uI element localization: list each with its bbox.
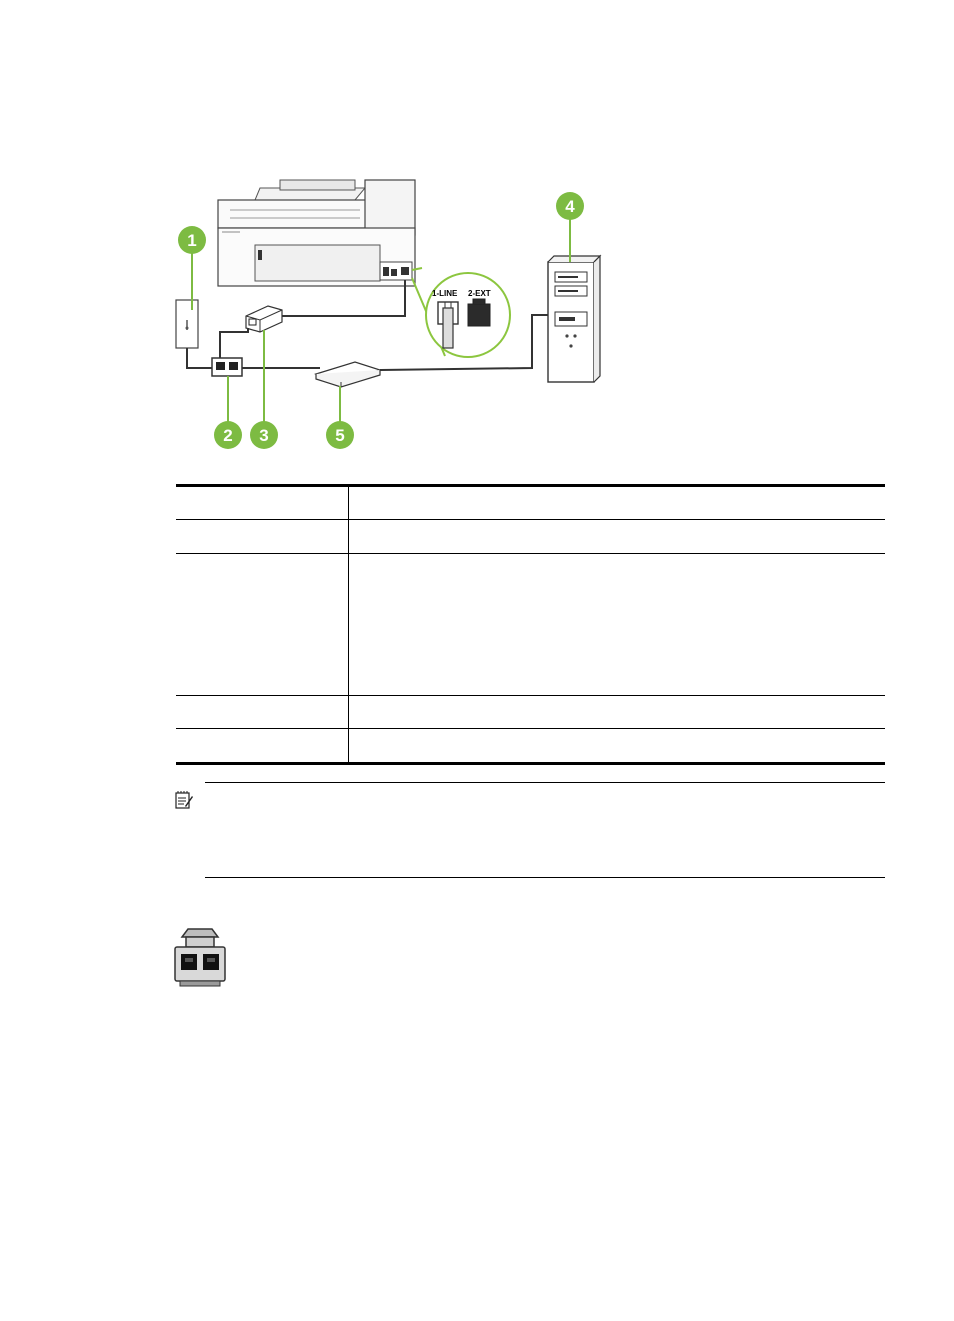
port-zoom-callout	[412, 268, 510, 357]
port-label-ext: 2-EXT	[468, 289, 491, 298]
svg-text:3: 3	[259, 426, 269, 445]
svg-text:4: 4	[565, 197, 575, 216]
parallel-splitter	[212, 358, 242, 376]
callout-2	[214, 376, 242, 449]
svg-text:2: 2	[223, 426, 233, 445]
computer-tower	[548, 256, 600, 382]
table-bottom-rule	[176, 762, 885, 765]
modem-router	[316, 362, 380, 387]
callout-5	[326, 386, 354, 449]
dsl-filter	[246, 306, 282, 332]
table-row-divider	[176, 728, 885, 729]
note-bottom-rule	[205, 877, 885, 878]
parallel-splitter-icon	[172, 927, 228, 989]
callout-3	[250, 330, 278, 449]
svg-text:1: 1	[187, 231, 197, 250]
table-top-rule	[176, 484, 885, 487]
svg-text:5: 5	[335, 426, 345, 445]
callout-1	[178, 226, 206, 310]
table-column-divider	[348, 487, 349, 762]
note-top-rule	[205, 782, 885, 783]
port-label-line: 1-LINE	[432, 289, 458, 298]
table-row-divider	[176, 519, 885, 520]
wall-jack	[176, 300, 198, 348]
note-icon	[174, 790, 194, 810]
printer-illustration	[218, 180, 415, 286]
callout-4	[556, 192, 584, 262]
connection-diagram	[160, 170, 620, 460]
table-row-divider	[176, 695, 885, 696]
table-row-divider	[176, 553, 885, 554]
